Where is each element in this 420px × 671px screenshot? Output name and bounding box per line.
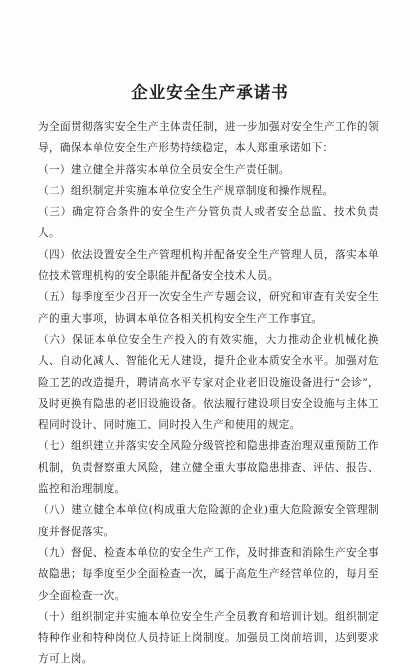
- commitment-item-3: （三）确定符合条件的安全生产分管负责人或者安全总监、技术负责人。: [38, 206, 379, 240]
- intro-paragraph: 为全面贯彻落实安全生产主体责任制，进一步加强对安全生产工作的领导，确保本单位安全生产形势持续稳定，本人郑重承诺如下：: [38, 121, 379, 155]
- commitment-item-10: （十）组织制定并实施本单位安全生产全员教育和培训计划。组织制定特种作业和特种岗位人员持证上岗制度。加强员工岗前培训，达到要求方可上岗。: [38, 610, 379, 666]
- commitment-item-2: （二）组织制定并实施本单位安全生产规章制度和操作规程。: [38, 184, 334, 197]
- commitment-item-9: （九）督促、检查本单位的安全生产工作，及时排查和消除生产安全事故隐患；每季度至少全面检查一次，属于高危生产经营单位的，每月至少全面检查一次。: [38, 546, 379, 602]
- commitment-item-5: （五）每季度至少召开一次安全生产专题会议，研究和审查有关安全生产的重大事项，协调本单位各相关机构安全生产工作事宜。: [38, 291, 379, 325]
- commitment-item-7: （七）组织建立并落实安全风险分级管控和隐患排查治理双重预防工作机制，负责督察重大风险，建立健全重大事故隐患排查、评估、报告、监控和治理制度。: [38, 440, 379, 496]
- commitment-item-8: （八）建立健全本单位(构成重大危险源的企业)重大危险源安全管理制度并督促落实。: [38, 504, 379, 538]
- commitment-item-1: （一）建立健全并落实本单位全员安全生产责任制。: [38, 163, 290, 176]
- commitment-item-6: （六）保证本单位安全生产投入的有效实施，大力推动企业机械化换人、自动化减人、智能化无人建设，提升企业本质安全水平。加强对危险工艺的改造提升，聘请高水平专家对企业老旧设施设备进行“会诊”，及时更换有隐患的老旧设施设备。依法履行建设项目安全设施与主体工程同时设计、同时施工、同时投入生产和使用的规定。: [38, 333, 379, 432]
- document-title: 企业安全生产承诺书: [131, 83, 289, 102]
- document-body: [38, 117, 379, 671]
- commitment-item-4: （四）依法设置安全生产管理机构并配备安全生产管理人员，落实本单位技术管理机构的安全职能并配备安全技术人员。: [38, 248, 379, 283]
